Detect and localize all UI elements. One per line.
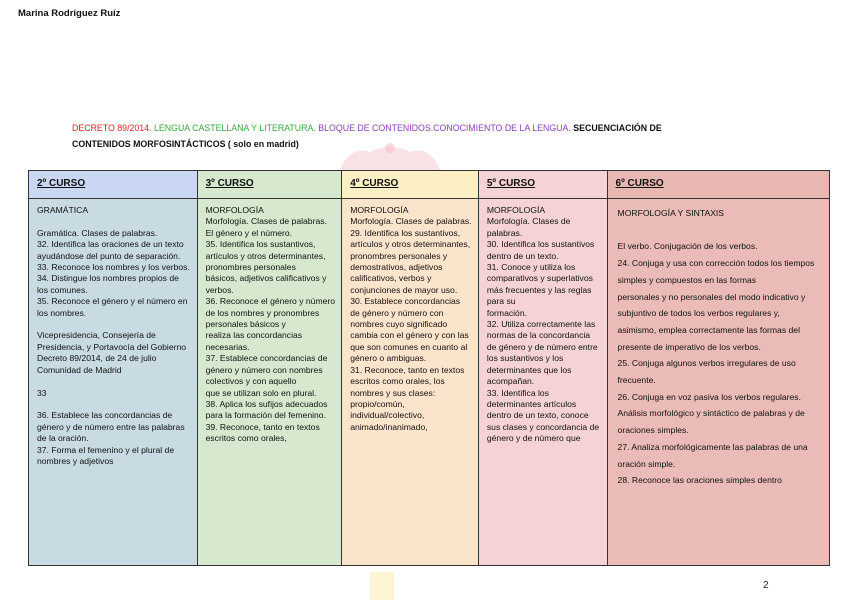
heading-block: BLOQUE DE CONTENIDOS.CONOCIMIENTO DE LA LENGUA. [318, 123, 571, 133]
heading-decree: DECRETO 89/2014. [72, 123, 152, 133]
column-header: 5º CURSO [479, 171, 607, 199]
author-name: Marina Rodríguez Ruíz [18, 8, 121, 19]
column-header: 6º CURSO [608, 171, 829, 199]
column-4-curso [342, 171, 479, 565]
column-body: GRAMÁTICA Gramática. Clases de palabras. 32. Identifica las oraciones de un texto ayudándose del punto de separación. 33. Reconoce los nombres y los verbos. 34. Distingue los nombres propios de los comunes. 35. Reconoce el género y el número en los nombres. Vicepresidencia, Consejería de Presidencia, y Portavocía del Gobierno Decreto 89/2014, de 24 de julio Comunidad de Madrid 33 36. Establece las concordancias de género y de número entre las palabras de la oración. 37. Forma el femenino y el plural de nombres y adjetivos [37, 205, 190, 466]
column-header: 4º CURSO [342, 171, 478, 199]
contents-table [28, 170, 830, 566]
heading-line2: CONTENIDOS MORFOSINTÁCTICOS ( solo en madrid) [72, 139, 299, 149]
page-number: 2 [763, 580, 769, 591]
column-2-curso [29, 171, 198, 565]
column-header: 3º CURSO [198, 171, 342, 199]
heading-subject: LENGUA CASTELLANA Y LITERATURA. [154, 123, 316, 133]
heading-sequence: SECUENCIACIÓN DE [573, 123, 662, 133]
column-body: MORFOLOGÍA Y SINTAXIS El verbo. Conjugación de los verbos. 24. Conjuga y usa con corrección todos los tiempos simples y compuestos en las formas personales y no personales del modo indicativo y subjuntivo de todos los verbos regulares y, asimismo, emplea correctamente las formas del presente de imperativo de los verbos. 25. Conjuga algunos verbos irregulares de uso frecuente. 26. Conjuga en voz pasiva los verbos regulares. Análisis morfológico y sintáctico de palabras y de oraciones simples. 27. Analiza morfológicamente las palabras de una oración simple. 28. Reconoce las oraciones simples dentro [617, 208, 815, 486]
column-3-curso [198, 171, 343, 565]
column-body: MORFOLOGÍA Morfología. Clases de palabras. El género y el número. 35. Identifica los sustantivos, artículos y otros determinantes, pronombres personales básicos, adjetivos calificativos y verbos. 36. Reconoce el género y número de los nombres y pronombres personales básicos y realiza las concordancias necesarias. 37. Establece concordancias de género y número con nombres colectivos y con aquello que se utilizan solo en plural. 38. Aplica los sufijos adecuados para la formación del femenino. 39. Reconoce, tanto en textos escritos como orales, [205, 205, 336, 444]
column-body: MORFOLOGÍA Morfología. Clases de palabras. 29. Identifica los sustantivos, artículos y otros determinantes, pronombres personales y demostrativos, adjetivos calificativos, verbos y conjunciones de mayor uso. 30. Establece concordancias de género y número con nombres cuyo significado cambia con el género y con las que son comunes en cuanto al género o ambiguas. 31. Reconoce, tanto en textos escritos como orales, los nombres y sus clases: propio/común, individual/colectivo, animado/inanimado, [350, 205, 472, 432]
column-body: MORFOLOGÍA Morfología. Clases de palabras. 30. Identifica los sustantivos dentro de un texto. 31. Conoce y utiliza los comparativos y superlativos más frecuentes y las reglas para su formación. 32. Utiliza correctamente las normas de la concordancia de género y de número entre los sustantivos y los determinantes que los acompañan. 33. Identifica los determinantes artículos dentro de un texto, conoce sus clases y concordancia de género y de número que [486, 205, 600, 444]
column-6-curso [608, 171, 829, 565]
watermark-column [370, 572, 394, 600]
column-5-curso [479, 171, 608, 565]
column-header: 2º CURSO [29, 171, 197, 199]
document-heading [72, 120, 772, 152]
